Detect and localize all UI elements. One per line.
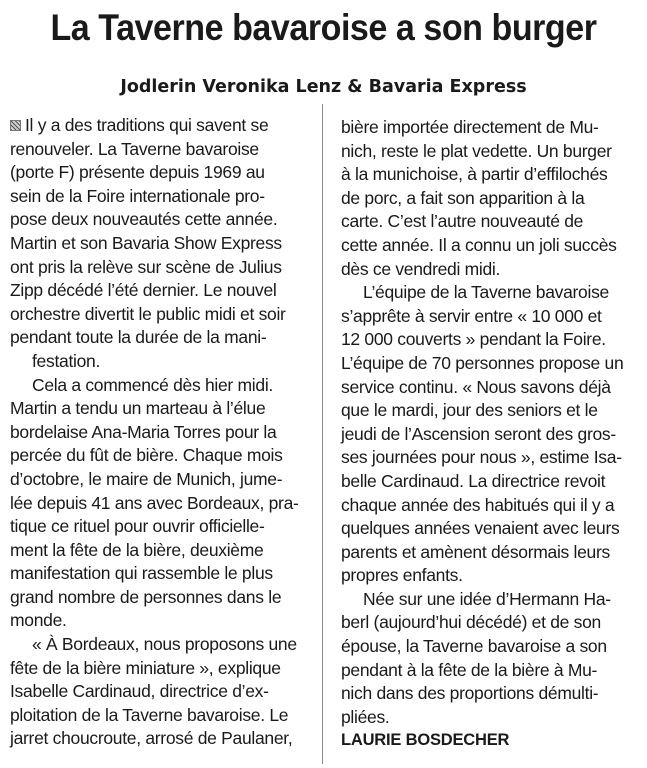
body-line: nich dans des proportions démulti-	[341, 683, 599, 704]
body-line: lée depuis 41 ans avec Bordeaux, pra-	[10, 492, 299, 513]
body-line: grand nombre de personnes dans le	[10, 586, 282, 607]
body-line: cette année. Il a connu un joli succès	[341, 234, 617, 255]
body-line: ment la fête de la bière, deuxième	[10, 539, 264, 560]
headline: La Taverne bavaroise a son burger	[50, 7, 597, 48]
body-line: tique ce rituel pour ouvrir officielle-	[10, 516, 265, 537]
body-line: propres enfants.	[341, 565, 463, 586]
body-line: monde.	[10, 610, 67, 631]
body-line: quelques années venaient avec leurs	[341, 518, 620, 539]
body-line: bière importée directement de Mu-	[341, 117, 599, 137]
body-line: carte. C’est l’autre nouveauté de	[341, 211, 584, 232]
body-line: Cela a commencé dès hier midi.	[32, 374, 273, 395]
body-line: 12 000 couverts » pendant la Foire.	[341, 329, 606, 350]
body-line: de porc, a fait son apparition à la	[341, 187, 585, 208]
body-line: L’équipe de la Taverne bavaroise	[363, 282, 609, 303]
body-line: service continu. « Nous savons déjà	[341, 376, 611, 397]
body-line: renouveler. La Taverne bavaroise	[10, 138, 259, 159]
paragraph-marker-icon	[10, 120, 21, 131]
body-line: chaque année des habitués qui il y a	[341, 494, 615, 515]
body-line: Martin a tendu un marteau à l’élue	[10, 398, 266, 419]
body-line: percée du fût de bière. Chaque mois	[10, 445, 283, 466]
body-line: nich, reste le plat vedette. Un burger	[341, 140, 612, 161]
body-line: d’octobre, le maire de Munich, jume-	[10, 468, 283, 489]
body-line: Zipp décédé l’été dernier. Le nouvel	[10, 280, 277, 301]
body-line: Martin et son Bavaria Show Express	[10, 232, 282, 253]
body-line: belle Cardinaud. La directrice revoit	[341, 470, 606, 491]
body-line: parents et amènent désormais leurs	[341, 541, 610, 562]
body-line: Il y a des traditions qui savent se	[10, 114, 310, 138]
byline: LAURIE BOSDECHER	[341, 731, 510, 750]
body-line: que le mardi, jour des seniors et le	[341, 400, 598, 421]
body-line: ont pris la relève sur scène de Julius	[10, 256, 282, 277]
body-line: pendant à la fête de la bière à Mu-	[341, 659, 598, 680]
body-line: Née sur une idée d’Hermann Ha-	[363, 588, 611, 609]
body-line: festation.	[32, 350, 101, 371]
left-column	[10, 114, 310, 751]
body-line: sein de la Foire internationale pro-	[10, 185, 265, 206]
body-line: bordelaise Ana-Maria Torres pour la	[10, 421, 277, 442]
body-line: L’équipe de 70 personnes propose un	[341, 352, 624, 373]
body-line: ses journées pour nous », estime Isa-	[341, 447, 622, 468]
right-column	[341, 116, 641, 753]
body-line: pose deux nouveautés cette année.	[10, 209, 278, 230]
body-line: pliées.	[341, 706, 390, 727]
body-line: ploitation de la Taverne bavaroise. Le	[10, 704, 289, 725]
body-line: pendant toute la durée de la mani-	[10, 327, 267, 348]
body-line: fête de la bière miniature », explique	[10, 657, 281, 678]
column-divider	[322, 104, 323, 764]
body-line: orchestre divertit le public midi et soir	[10, 303, 286, 324]
body-line: berl (aujourd’hui décédé) et de son	[341, 612, 601, 633]
body-line: jarret choucroute, arrosé de Paulaner,	[10, 728, 293, 749]
body-line: épouse, la Taverne bavaroise a son	[341, 636, 607, 657]
body-line: « À Bordeaux, nous proposons une	[32, 634, 297, 655]
body-line: Isabelle Cardinaud, directrice d’ex-	[10, 681, 269, 702]
body-line: jeudi de l’Ascension seront des gros-	[341, 423, 616, 444]
subhead: Jodlerin Veronika Lenz & Bavaria Express	[120, 77, 527, 97]
body-line: manifestation qui rassemble le plus	[10, 563, 273, 584]
body-line: (porte F) présente depuis 1969 au	[10, 162, 265, 183]
body-line: dès ce vendredi midi.	[341, 258, 501, 279]
body-line: s’apprête à servir entre « 10 000 et	[341, 305, 602, 326]
body-line: à la munichoise, à partir d’effilochés	[341, 164, 608, 185]
